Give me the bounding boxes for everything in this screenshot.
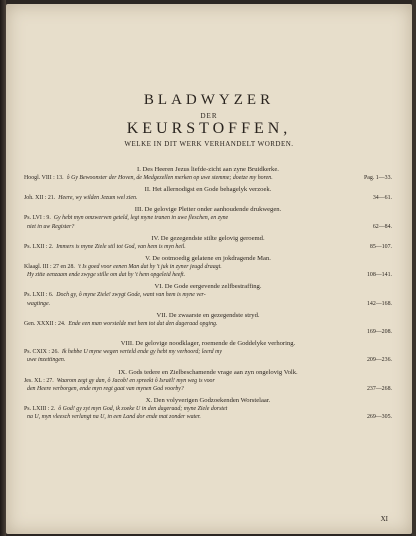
verse-text: ô God! gy zyt myn God, ik zoeke U in den dageraad; myne Ziele dorstet: [58, 406, 228, 413]
toc-entry-heading: I. Des Heeren Jezus liefde-zicht aan zyne Bruidkerke.: [137, 166, 279, 173]
toc-entry-line: [24, 328, 392, 336]
toc-entry-heading: II. Het allernodigst en Gode behagelyk verzoek.: [144, 186, 272, 194]
toc-entry: [24, 165, 392, 182]
verse-text: Heere, wy wilden Jezum wel zien.: [58, 195, 138, 202]
toc-entry: [24, 234, 392, 251]
toc-entry-line: [24, 214, 392, 222]
toc-entry-line: [24, 320, 392, 328]
verse-text: Waarom zegt gy dan, ô Jacob! en spreekt ô Israël! myn weg is voor: [56, 377, 215, 384]
toc-entry-line: [24, 271, 392, 279]
page-range: 142—168.: [366, 300, 392, 307]
page-range: 169—208.: [366, 329, 392, 336]
verse-text: uwe inzettingen.: [27, 357, 66, 364]
toc-entry-line: [24, 291, 392, 299]
verse-text: Ende een man worstelde met hem tot dat den dageraad opging.: [68, 320, 218, 327]
verse-text: wagtinge.: [27, 300, 51, 307]
page-range: 269—305.: [366, 414, 392, 421]
table-of-contents: [24, 165, 392, 424]
scripture-reference: Ps. LVI : 9.: [24, 215, 51, 222]
toc-entry: [24, 368, 392, 393]
book-page: [6, 4, 412, 534]
verse-text: ô Gy Bewoonster der Hoven, de Medgezellen merken op uwe stemme; doetze my horen.: [66, 175, 273, 181]
toc-entry-heading: IV. De gezegendste stilte gelovig geroemd.: [151, 234, 265, 242]
verse-text: 't Is goed voor eenen Man dat hy 't juk in zyner jeugd draagt.: [77, 264, 222, 271]
scripture-reference: Jes. XL : 27.: [24, 377, 54, 384]
toc-entry: [24, 282, 392, 307]
toc-entry: [24, 311, 392, 336]
toc-entry-line: [24, 223, 392, 231]
verse-text: Hy zitte eenzaam ende zwyge stille om dat hy 't hem opgeleid heeft.: [27, 272, 186, 279]
verse-text: den Heere verborgen, ende myn regt gaat van mynen God voorby?: [27, 385, 184, 392]
verse-text: na U, myn vleesch verlangt na U, in een Land dor ende mat zonder water.: [27, 414, 201, 421]
toc-entry-line: [24, 356, 392, 364]
verse-text: Ik hebbe U myne wegen verteld ende gy hebt my verhoord; leerd my: [61, 349, 222, 356]
toc-entry-heading: X. Den volyverigen Godzoekenden Worstelaar.: [145, 397, 271, 405]
toc-entry-heading: V. De ootmoedig gelatene en jokdragende Man.: [145, 255, 271, 263]
toc-entry-line: [24, 385, 392, 393]
toc-entry: [24, 185, 392, 202]
toc-entry: [24, 254, 392, 279]
scripture-reference: Klaagl. III : 27 en 28.: [24, 264, 75, 271]
toc-entry-line: [24, 377, 392, 385]
book-cover-edge: [412, 0, 416, 536]
verse-text: Doch gy, ô myne Ziele! zwygt Gode, want van hem is myne ver-: [56, 292, 206, 299]
page-range: 209—236.: [366, 357, 392, 364]
toc-entry-line: [24, 405, 392, 413]
page-range: 85—107.: [369, 243, 392, 250]
toc-entry-heading: VI. De Gode eergevende zelfbestraffing.: [154, 283, 262, 291]
toc-entry-line: [24, 300, 392, 308]
toc-entry-heading: IX. Gods tedere en Zielbeschamende vrage aan zyn ongelovig Volk.: [118, 368, 298, 376]
scripture-reference: Ps. LXII : 6.: [24, 292, 54, 299]
title-bladwyzer: BLADWYZER: [143, 92, 275, 108]
page-range: 34—61.: [372, 195, 392, 202]
toc-entry-line: [24, 243, 392, 251]
title-keurstoffen: KEURSTOFFEN,: [126, 120, 292, 137]
toc-entry-heading: VIII. De gelovige noodklager, roemende de Goddelyke verhoring.: [120, 340, 296, 348]
toc-entry: [24, 396, 392, 421]
toc-entry: [24, 205, 392, 230]
toc-entry-line: [24, 263, 392, 271]
scripture-reference: Hoogl. VIII : 13.: [24, 175, 64, 181]
title-subtitle: WELKE IN DIT WERK VERHANDELT WORDEN.: [124, 140, 294, 148]
toc-entry: [24, 339, 392, 364]
page-range: 237—268.: [366, 385, 392, 392]
toc-entry-line: [24, 174, 392, 182]
toc-entry-heading: VII. De zwaarste en gezegendste stryd.: [156, 311, 260, 319]
toc-entry-line: [24, 348, 392, 356]
verse-text: niet in uw Register?: [27, 223, 75, 230]
verse-text: [27, 328, 363, 336]
title-der: DER: [200, 112, 218, 120]
page-range: 62—84.: [372, 223, 392, 230]
scripture-reference: Gen. XXXII : 24.: [24, 320, 66, 327]
verse-text: Gy hebt myn omzwerven geteld, legt myne tranen in uwe fleschen, en zyne: [53, 215, 229, 222]
verse-text: Immers is myne Ziele stil tot God, van hem is myn heil.: [56, 243, 186, 250]
scripture-reference: Ps. CXIX : 26.: [24, 349, 59, 356]
page-number: XI: [380, 515, 388, 523]
scripture-reference: Joh. XII : 21.: [24, 195, 56, 202]
toc-entry-heading: III. De gelovige Pleiter onder aanhoudende drukwegen.: [134, 206, 282, 214]
page-range: Pag. 1—33.: [364, 175, 392, 181]
toc-entry-line: [24, 194, 392, 202]
page-range: 108—141.: [366, 272, 392, 279]
scripture-reference: Ps. LXII : 2.: [24, 243, 54, 250]
toc-entry-line: [24, 413, 392, 421]
scripture-reference: Ps. LXIII : 2.: [24, 406, 56, 413]
